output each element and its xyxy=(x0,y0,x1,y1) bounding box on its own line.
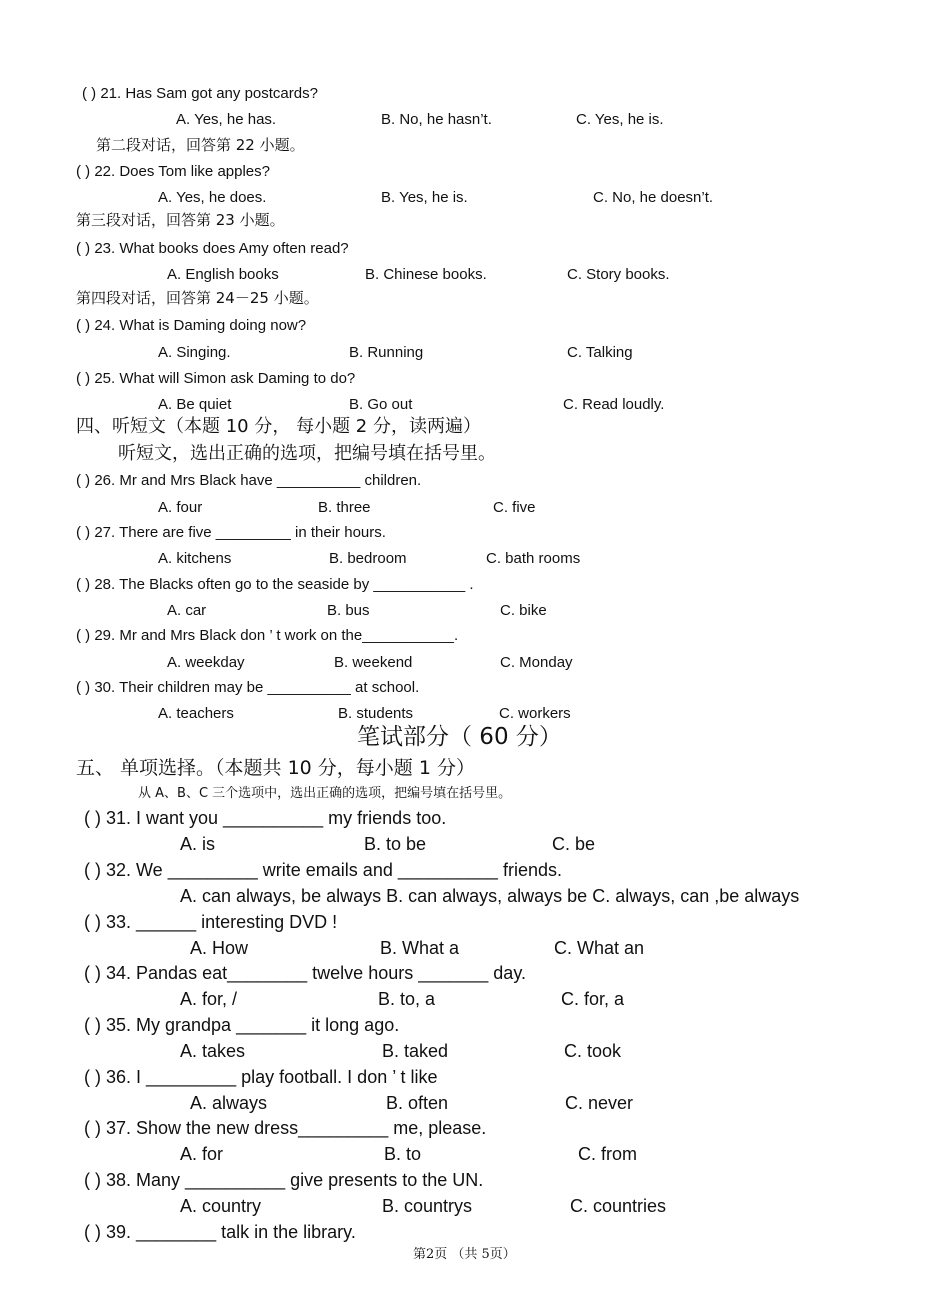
text-line: A. English books xyxy=(167,266,279,283)
text-line: ( ) 21. Has Sam got any postcards? xyxy=(82,85,318,102)
text-line: A. takes xyxy=(180,1041,246,1061)
text-line: B. weekend xyxy=(334,654,413,671)
text-line: ( ) 28. The Blacks often go to the seaside by ___________ . xyxy=(76,576,474,593)
text-line: B. to be xyxy=(364,834,427,854)
text-line: ( ) 25. What will Simon ask Daming to do? xyxy=(76,370,356,387)
text-line: A. for xyxy=(180,1144,224,1164)
text-line: B. to, a xyxy=(378,989,436,1009)
text-line: 第三段对话，回答第 23 小题。 xyxy=(76,211,285,229)
text-line: ( ) 32. We _________ write emails and __________ friends. xyxy=(84,860,562,880)
text-line: ( ) 30. Their children may be __________ at school. xyxy=(76,679,420,696)
text-line: C. bath rooms xyxy=(486,550,581,567)
text-line: C. took xyxy=(564,1041,622,1061)
text-line: C. be xyxy=(552,834,596,854)
text-line: C. never xyxy=(565,1093,634,1113)
text-line: C. from xyxy=(578,1144,638,1164)
text-line: B. No, he hasn’t. xyxy=(381,111,492,128)
text-line: ( ) 33. ______ interesting DVD ! xyxy=(84,912,338,932)
text-line: A. teachers xyxy=(158,705,234,722)
text-line: B. to xyxy=(384,1144,422,1164)
text-line: ( ) 35. My grandpa _______ it long ago. xyxy=(84,1015,400,1035)
text-line: B. What a xyxy=(380,938,460,958)
text-line: A. for, / xyxy=(180,989,238,1009)
text-line: C. Yes, he is. xyxy=(576,111,664,128)
text-line: A. Yes, he does. xyxy=(158,189,267,206)
text-line: 笔试部分（ 60 分） xyxy=(357,724,562,750)
text-line: ( ) 31. I want you __________ my friends too. xyxy=(84,808,447,828)
text-line: 四、听短文（本题 10 分， 每小题 2 分，读两遍） xyxy=(76,416,481,437)
text-line: C. Monday xyxy=(500,654,573,671)
text-line: ( ) 39. ________ talk in the library. xyxy=(84,1222,356,1242)
text-line: ( ) 38. Many __________ give presents to the UN. xyxy=(84,1170,484,1190)
text-line: B. countrys xyxy=(382,1196,473,1216)
text-line: C. Read loudly. xyxy=(563,396,665,413)
text-line: A. always xyxy=(190,1093,268,1113)
text-line: 听短文，选出正确的选项，把编号填在括号里。 xyxy=(118,443,496,464)
text-line: C. workers xyxy=(499,705,571,722)
text-line: B. taked xyxy=(382,1041,449,1061)
text-line: C. countries xyxy=(570,1196,667,1216)
text-line: C. What an xyxy=(554,938,645,958)
text-line: A. Be quiet xyxy=(158,396,232,413)
text-line: B. Running xyxy=(349,344,424,361)
text-line: 从 A、B、C 三个选项中，选出正确的选项，把编号填在括号里。 xyxy=(138,786,512,801)
text-line: B. Yes, he is. xyxy=(381,189,468,206)
text-line: B. Go out xyxy=(349,396,413,413)
text-line: ( ) 29. Mr and Mrs Black don ’ t work on the___________. xyxy=(76,627,459,644)
text-line: B. Chinese books. xyxy=(365,266,487,283)
text-line: 第四段对话，回答第 24－25 小题。 xyxy=(76,289,319,307)
text-line: 第二段对话，回答第 22 小题。 xyxy=(96,136,305,154)
text-line: A. four xyxy=(158,499,203,516)
text-line: ( ) 22. Does Tom like apples? xyxy=(76,163,270,180)
text-line: ( ) 37. Show the new dress_________ me, please. xyxy=(84,1118,487,1138)
text-line: ( ) 26. Mr and Mrs Black have __________ children. xyxy=(76,472,422,489)
text-line: B. students xyxy=(338,705,414,722)
text-line: A. is xyxy=(180,834,216,854)
text-line: ( ) 27. There are five _________ in their hours. xyxy=(76,524,386,541)
text-line: A. car xyxy=(167,602,207,619)
text-line: ( ) 24. What is Daming doing now? xyxy=(76,317,307,334)
text-line: B. often xyxy=(386,1093,449,1113)
text-line: A. kitchens xyxy=(158,550,232,567)
text-line: B. bedroom xyxy=(329,550,407,567)
text-line: 第2页 （共 5页） xyxy=(413,1247,516,1262)
text-line: ( ) 23. What books does Amy often read? xyxy=(76,240,349,257)
text-line: C. No, he doesn’t. xyxy=(593,189,714,206)
text-line: 五、 单项选择。（本题共 10 分，每小题 1 分） xyxy=(76,757,475,779)
text-line: A. How xyxy=(190,938,249,958)
text-line: C. Story books. xyxy=(567,266,670,283)
text-line: A. country xyxy=(180,1196,262,1216)
text-line: C. for, a xyxy=(561,989,625,1009)
text-line: A. Yes, he has. xyxy=(176,111,277,128)
text-line: ( ) 34. Pandas eat________ twelve hours _______ day. xyxy=(84,963,526,983)
text-line: ( ) 36. I _________ play football. I don ’ t like xyxy=(84,1067,438,1087)
text-line: C. Talking xyxy=(567,344,633,361)
text-line: B. three xyxy=(318,499,371,516)
text-line: A. weekday xyxy=(167,654,245,671)
text-line: A. Singing. xyxy=(158,344,231,361)
text-line: C. five xyxy=(493,499,536,516)
text-line: A. can always, be always B. can always, always be C. always, can ,be always xyxy=(180,886,800,906)
text-line: C. bike xyxy=(500,602,547,619)
text-line: B. bus xyxy=(327,602,370,619)
